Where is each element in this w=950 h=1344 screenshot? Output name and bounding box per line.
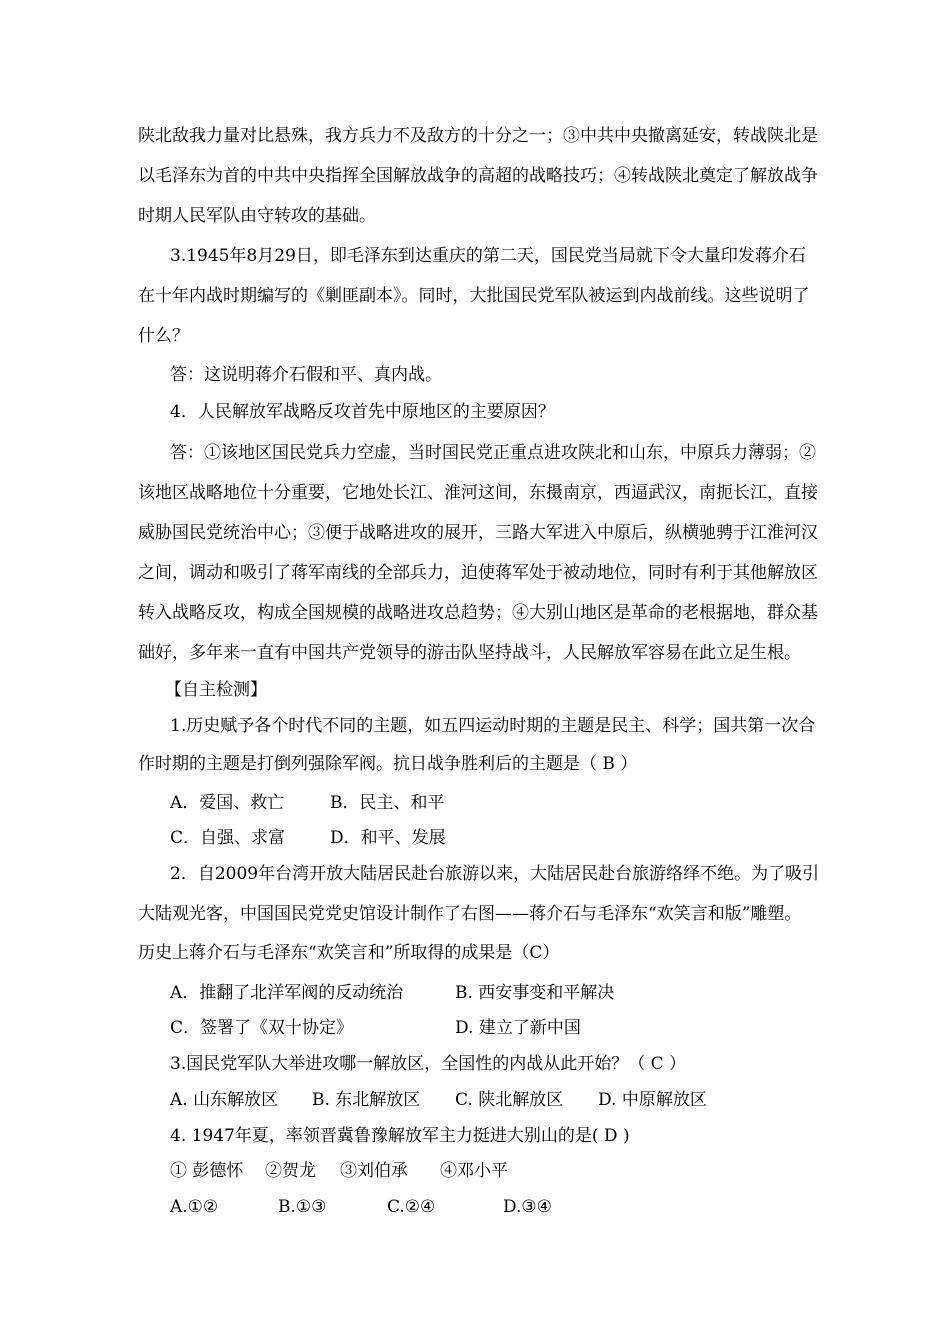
- paragraph-line: 作时期的主题是打倒列强除军阀。抗日战争胜利后的主题是（ B ）: [138, 754, 638, 774]
- choice-item: ②贺龙: [265, 1161, 316, 1181]
- paragraph-line: 威胁国民党统治中心；③便于战略进攻的展开，三路大军进入中原后，纵横驰骋于江淮河汉: [138, 523, 818, 543]
- option-d: D．和平、发展: [330, 828, 446, 848]
- paragraph-line: 陕北敌我力量对比悬殊，我方兵力不及敌方的十分之一；③中共中央撤离延安，转战陕北是: [138, 126, 818, 146]
- option-c: C. 陕北解放区: [455, 1090, 564, 1110]
- paragraph-line: 转入战略反攻，构成全国规模的战略进攻总趋势；④大别山地区是革命的老根据地，群众基: [138, 603, 818, 623]
- paragraph-line: 历史上蒋介石与毛泽东“欢笑言和”所取得的成果是（C）: [138, 943, 560, 963]
- paragraph-line: 时期人民军队由守转攻的基础。: [138, 206, 376, 226]
- paragraph-line: 在十年内战时期编写的《剿匪副本》。同时，大批国民党军队被运到内战前线。这些说明了: [138, 286, 810, 306]
- choice-item: ① 彭德怀: [170, 1161, 244, 1181]
- option-a: A.①②: [170, 1197, 219, 1217]
- option-b: B. 东北解放区: [312, 1090, 421, 1110]
- exercise-2-text: 2．自2009年台湾开放大陆居民赴台旅游以来，大陆居民赴台旅游络绎不绝。为了吸引: [170, 864, 820, 884]
- option-d: D. 建立了新中国: [455, 1018, 581, 1038]
- option-b: B. 西安事变和平解决: [455, 983, 615, 1003]
- option-a: A. 山东解放区: [170, 1090, 279, 1110]
- option-c: C．签署了《双十协定》: [170, 1018, 354, 1038]
- exercise-4-text: 4. 1947年夏，率领晋冀鲁豫解放军主力挺进大别山的是( D ): [170, 1126, 630, 1146]
- choice-item: ③刘伯承: [340, 1161, 408, 1181]
- paragraph-line: 础好，多年来一直有中国共产党领导的游击队坚持战斗，人民解放军容易在此立足生根。: [138, 643, 801, 663]
- section-heading: 【自主检测】: [165, 680, 267, 700]
- option-a: A．爱国、救亡: [170, 793, 285, 813]
- answer-3-text: 答：这说明蒋介石假和平、真内战。: [170, 365, 442, 385]
- option-c: C.②④: [387, 1197, 436, 1217]
- option-c: C．自强、求富: [170, 828, 286, 848]
- paragraph-line: 大陆观光客，中国国民党党史馆设计制作了右图——蒋介石与毛泽东“欢笑言和版”雕塑。: [138, 904, 802, 924]
- paragraph-line: 之间，调动和吸引了蒋军南线的全部兵力，迫使蒋军处于被动地位，同时有利于其他解放区: [138, 563, 818, 583]
- question-4-text: 4．人民解放军战略反攻首先中原地区的主要原因？: [170, 402, 555, 422]
- exercise-1-text: 1.历史赋予各个时代不同的主题，如五四运动时期的主题是民主、科学；国共第一次合: [170, 716, 816, 736]
- option-a: A．推翻了北洋军阀的反动统治: [170, 983, 404, 1003]
- question-3-text: 3.1945年8月29日，即毛泽东到达重庆的第二天，国民党当局就下令大量印发蒋介石: [170, 246, 806, 266]
- option-d: D.③④: [503, 1197, 552, 1217]
- paragraph-line: 以毛泽东为首的中共中央指挥全国解放战争的高超的战略技巧；④转战陕北奠定了解放战争: [138, 166, 818, 186]
- answer-4-text: 答：①该地区国民党兵力空虚，当时国民党正重点进攻陕北和山东，中原兵力薄弱；②: [170, 443, 816, 463]
- exercise-3-text: 3.国民党军队大举进攻哪一解放区，全国性的内战从此开始？（ C ）: [170, 1054, 687, 1074]
- option-b: B.①③: [278, 1197, 327, 1217]
- paragraph-line: 什么？: [138, 326, 189, 346]
- option-d: D. 中原解放区: [598, 1090, 707, 1110]
- choice-item: ④邓小平: [440, 1161, 508, 1181]
- option-b: B．民主、和平: [330, 793, 445, 813]
- paragraph-line: 该地区战略地位十分重要，它地处长江、淮河这间，东摄南京，西逼武汉，南扼长江，直接: [138, 483, 818, 503]
